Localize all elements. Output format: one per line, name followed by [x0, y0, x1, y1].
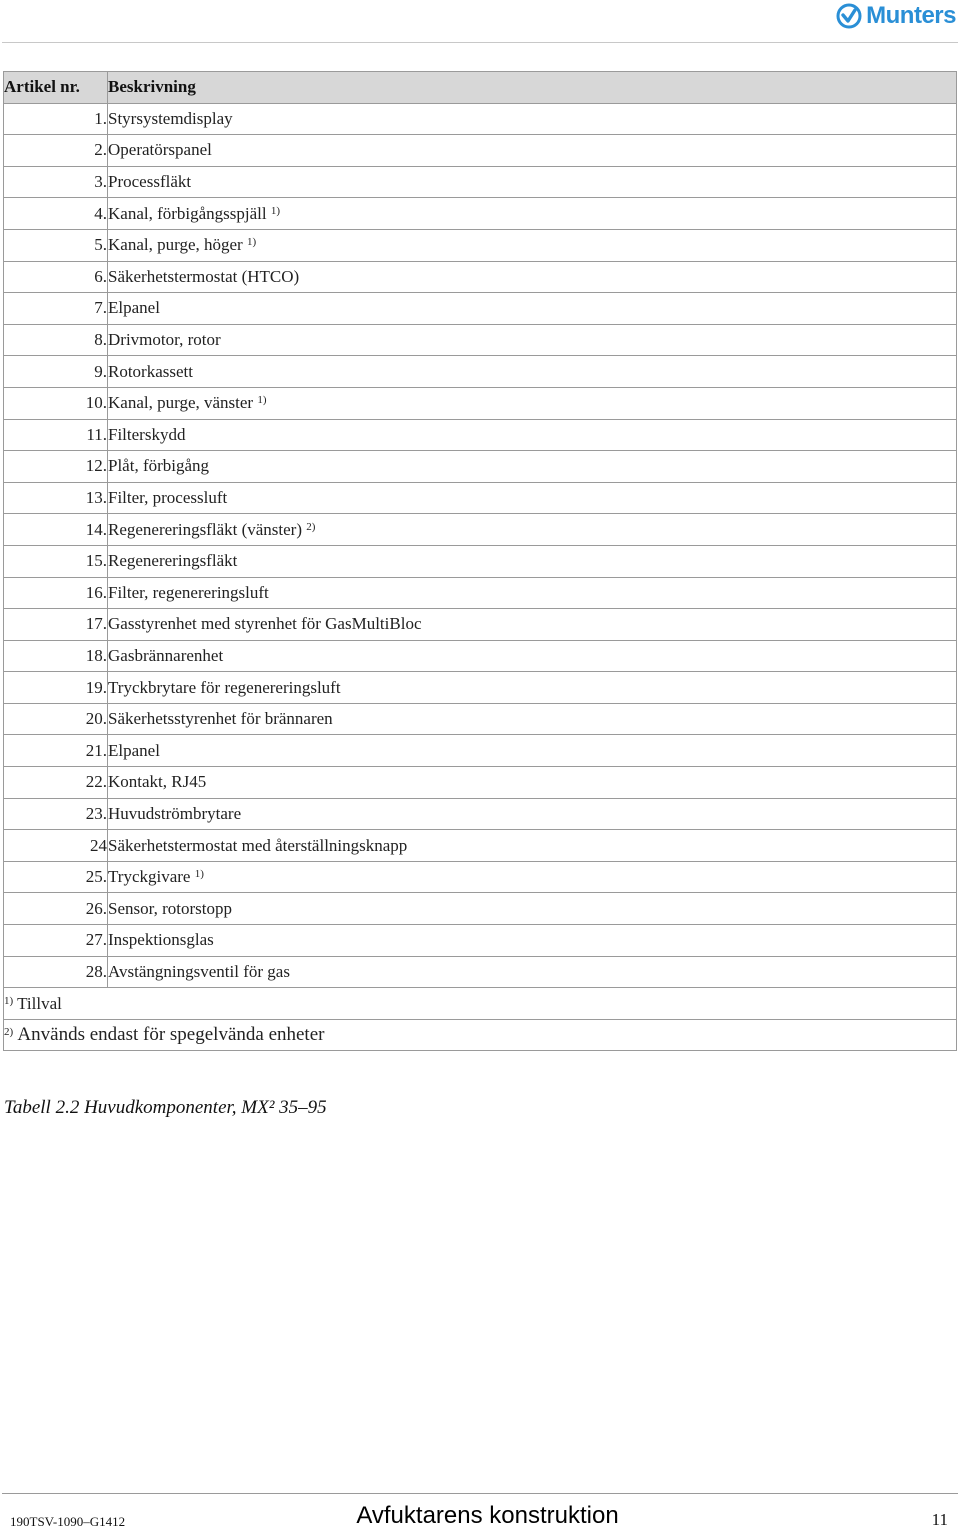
component-description [108, 387, 957, 419]
table-row [4, 451, 957, 483]
description-text: Drivmotor, rotor [108, 330, 221, 350]
article-number: 19. [4, 672, 108, 704]
article-number: 25. [4, 861, 108, 893]
component-description [108, 324, 957, 356]
article-number: 10. [4, 387, 108, 419]
description-text: Rotorkassett [108, 361, 193, 381]
article-number: 5. [4, 229, 108, 261]
table-row [4, 229, 957, 261]
description-text: Huvudströmbrytare [108, 803, 242, 823]
table-row [4, 861, 957, 893]
table-row [4, 419, 957, 451]
footnote-text: Tillval [17, 993, 62, 1013]
table-row [4, 956, 957, 988]
component-description [108, 640, 957, 672]
description-text: Säkerhetstermostat (HTCO) [108, 266, 300, 286]
table-row [4, 387, 957, 419]
logo-text: Munters [866, 2, 956, 29]
article-number: 4. [4, 198, 108, 230]
description-text: Filter, regenereringsluft [108, 582, 269, 602]
header-article-number: Artikel nr. [4, 72, 108, 104]
component-description [108, 229, 957, 261]
article-number: 13. [4, 482, 108, 514]
article-number: 8. [4, 324, 108, 356]
description-text: Regenereringsfläkt (vänster) [108, 519, 302, 539]
component-description [108, 135, 957, 167]
article-number: 12. [4, 451, 108, 483]
footnote-row [4, 1019, 957, 1051]
article-number: 27. [4, 925, 108, 957]
footnote-reference: 1) [270, 204, 281, 217]
table-row [4, 577, 957, 609]
description-text: Kontakt, RJ45 [108, 772, 207, 792]
component-description [108, 609, 957, 641]
table-row [4, 482, 957, 514]
table-row [4, 609, 957, 641]
table-row [4, 514, 957, 546]
article-number: 26. [4, 893, 108, 925]
table-row [4, 356, 957, 388]
description-text: Filter, processluft [108, 488, 228, 508]
component-description [108, 261, 957, 293]
description-text: Processfläkt [108, 172, 192, 192]
component-description [108, 956, 957, 988]
component-description [108, 451, 957, 483]
description-text: Tryckgivare [108, 867, 191, 887]
article-number: 2. [4, 135, 108, 167]
component-description [108, 798, 957, 830]
footnote-mark: 2) [4, 1026, 14, 1039]
article-number: 11. [4, 419, 108, 451]
article-number: 14. [4, 514, 108, 546]
table-row [4, 324, 957, 356]
article-number: 17. [4, 609, 108, 641]
description-text: Filterskydd [108, 424, 186, 444]
article-number: 16. [4, 577, 108, 609]
component-description [108, 166, 957, 198]
page-number: 11 [931, 1510, 948, 1529]
article-number: 18. [4, 640, 108, 672]
table-row [4, 672, 957, 704]
description-text: Gasstyrenhet med styrenhet för GasMultiBloc [108, 614, 422, 634]
article-number: 22. [4, 767, 108, 799]
table-row [4, 261, 957, 293]
component-description [108, 356, 957, 388]
footnote-mark: 1) [4, 994, 14, 1007]
component-description [108, 198, 957, 230]
footer-divider [2, 1493, 958, 1494]
table-row [4, 798, 957, 830]
component-description [108, 925, 957, 957]
article-number: 9. [4, 356, 108, 388]
article-number: 21. [4, 735, 108, 767]
table-row [4, 703, 957, 735]
component-description [108, 703, 957, 735]
description-text: Regenereringsfläkt [108, 551, 238, 571]
footnote-reference: 2) [306, 520, 316, 533]
table-header-row [4, 72, 957, 104]
table-row [4, 767, 957, 799]
section-title: Avfuktarens konstruktion [356, 1502, 619, 1529]
table-row [4, 166, 957, 198]
component-description [108, 514, 957, 546]
table-row [4, 735, 957, 767]
article-number: 1. [4, 103, 108, 135]
description-text: Kanal, förbigångsspjäll [108, 203, 267, 223]
table-row [4, 830, 957, 862]
munters-logo [836, 2, 956, 30]
article-number: 28. [4, 956, 108, 988]
description-text: Elpanel [108, 740, 160, 760]
table-row [4, 893, 957, 925]
description-text: Gasbrännarenhet [108, 645, 224, 665]
description-text: Säkerhetsstyrenhet för brännaren [108, 709, 333, 729]
component-description [108, 419, 957, 451]
description-text: Elpanel [108, 298, 160, 318]
table-row [4, 293, 957, 325]
article-number: 23. [4, 798, 108, 830]
component-description [108, 577, 957, 609]
component-description [108, 545, 957, 577]
description-text: Tryckbrytare för regenereringsluft [108, 677, 341, 697]
component-description [108, 672, 957, 704]
component-description [108, 735, 957, 767]
component-description [108, 103, 957, 135]
article-number: 24 [4, 830, 108, 862]
description-text: Säkerhetstermostat med återställningsknapp [108, 835, 408, 855]
component-description [108, 893, 957, 925]
footnote-text: Används endast för spegelvända enheter [17, 1024, 325, 1046]
description-text: Styrsystemdisplay [108, 108, 233, 128]
footnote-reference: 1) [194, 868, 204, 881]
component-description [108, 830, 957, 862]
footnote [4, 988, 957, 1020]
article-number: 3. [4, 166, 108, 198]
description-text: Inspektionsglas [108, 930, 214, 950]
table-row [4, 135, 957, 167]
table-row [4, 103, 957, 135]
table-row [4, 925, 957, 957]
description-text: Kanal, purge, höger [108, 235, 243, 255]
document-code: 190TSV-1090–G1412 [10, 1514, 126, 1529]
description-text: Kanal, purge, vänster [108, 393, 254, 413]
header-divider [2, 42, 958, 43]
footnote-reference: 1) [246, 236, 257, 249]
description-text: Sensor, rotorstopp [108, 898, 232, 918]
description-text: Operatörspanel [108, 140, 212, 160]
article-number: 20. [4, 703, 108, 735]
table-row [4, 198, 957, 230]
footnote-reference: 1) [257, 394, 267, 407]
component-description [108, 482, 957, 514]
footnote-row [4, 988, 957, 1020]
component-description [108, 293, 957, 325]
component-description [108, 861, 957, 893]
description-text: Avstängningsventil för gas [108, 961, 290, 981]
header-description: Beskrivning [108, 72, 957, 104]
table-row [4, 640, 957, 672]
article-number: 15. [4, 545, 108, 577]
description-text: Plåt, förbigång [108, 456, 210, 476]
table-row [4, 545, 957, 577]
parts-table [3, 71, 957, 1051]
article-number: 6. [4, 261, 108, 293]
table-caption: Tabell 2.2 Huvudkomponenter, MX² 35–95 [4, 1097, 327, 1118]
component-description [108, 767, 957, 799]
article-number: 7. [4, 293, 108, 325]
footnote [4, 1019, 957, 1051]
munters-logo-icon [836, 3, 862, 29]
